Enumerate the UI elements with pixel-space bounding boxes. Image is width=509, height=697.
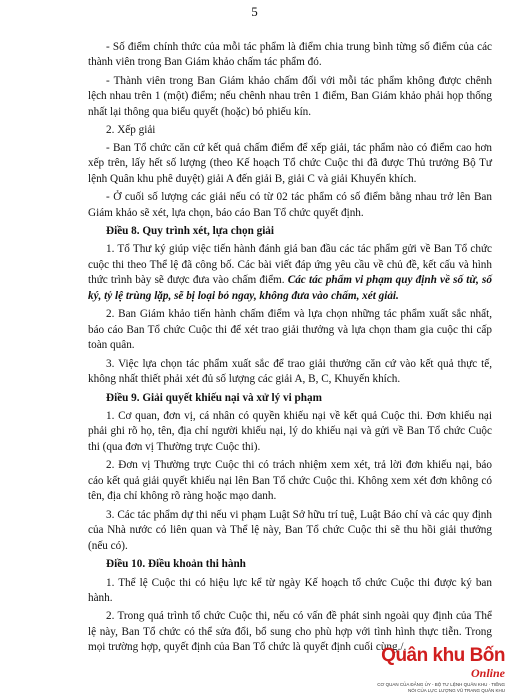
section-subheading: 2. Xếp giải xyxy=(106,124,156,137)
body-paragraph: 1. Thể lệ Cuộc thi có hiệu lực kể từ ngày Kế hoạch tổ chức Cuộc thi được ký ban hành. xyxy=(88,576,492,604)
article-heading: Điều 9. Giải quyết khiếu nại và xử lý vi phạm xyxy=(106,391,322,404)
logo-subtitle: CƠ QUAN CỦA ĐẢNG ỦY - BỘ TƯ LỆNH QUÂN KHU · TIẾNG NÓI CỦA LỰC LƯỢNG VŨ TRANG QUÂN KHU xyxy=(377,682,505,693)
body-paragraph: 1. Cơ quan, đơn vị, cá nhân có quyền khiếu nại về kết quả Cuộc thi. Đơn khiếu nại phải ghi rõ họ, tên, địa chỉ người khiếu nại, lý do khiếu nại và gửi về Ban Tổ chức Cuộc thi (qua đơn vị Thường trực Cuộc thi). xyxy=(88,409,492,453)
document-body xyxy=(88,40,492,659)
body-paragraph: - Thành viên trong Ban Giám khảo chấm đối với mỗi tác phẩm không được chênh lệch nhau trên 1 (một) điểm; nếu chênh nhau trên 1 điểm, Ban Giám khảo phải họp thống nhất lại thông qua biểu quyết (hoặc) bỏ phiếu kín. xyxy=(88,74,492,118)
article-heading: Điều 10. Điều khoản thi hành xyxy=(106,558,246,571)
paragraph-emphasis: Các tác phẩm vi phạm quy định về số từ, số ký, tỷ lệ trùng lặp, sẽ bị loại bỏ ngay, không đưa vào chấm, xét giải. xyxy=(88,274,492,302)
logo-online-suffix: Online xyxy=(470,666,505,681)
body-paragraph xyxy=(88,242,492,304)
body-paragraph: 3. Các tác phẩm dự thi nếu vi phạm Luật Sở hữu trí tuệ, Luật Báo chí và các quy định của Nhà nước có liên quan và Thể lệ này, Ban Tổ chức Cuộc thi sẽ thu hồi giải thưởng (nếu có). xyxy=(88,508,492,552)
body-paragraph: 2. Ban Giám khảo tiến hành chấm điểm và lựa chọn những tác phẩm xuất sắc nhất, báo cáo Ban Tổ chức Cuộc thi để xét trao giải thưởng và lựa chọn tham gia cuộc thi cấp toàn quân. xyxy=(88,308,492,352)
body-paragraph: 3. Việc lựa chọn tác phẩm xuất sắc để trao giải thưởng căn cứ vào kết quả thực tế, không nhất thiết phải xét đủ số lượng các giải A, B, C, Khuyến khích. xyxy=(88,357,492,386)
paragraph-text: 1. Tổ Thư ký giúp việc tiến hành đánh giá ban đầu các tác phẩm gửi về Ban Tổ chức cuộc thi theo Thể lệ đã công bố. Các bài viết đáp ứng yêu cầu về chủ đề, kết cấu và hình thức trình bày sẽ được đưa vào chấm điểm. xyxy=(88,243,492,287)
page-number: 5 xyxy=(251,4,258,19)
body-paragraph: - Ở cuối số lượng các giải nếu có từ 02 tác phẩm có số điểm bằng nhau trở lên Ban Giám khảo sẽ xét, lựa chọn, báo cáo Ban Tổ chức quyết định. xyxy=(88,191,492,219)
body-paragraph: - Số điểm chính thức của mỗi tác phẩm là điểm chia trung bình từng số điểm của các thành viên trong Ban Giám khảo chấm tác phẩm đó. xyxy=(88,41,492,69)
body-paragraph: 2. Trong quá trình tổ chức Cuộc thi, nếu có vấn đề phát sinh ngoài quy định của Thể lệ này, Ban Tổ chức có thể sửa đổi, bổ sung cho phù hợp với tình hình thực tiễn. Trong mọi trường hợp, quyết định của Ban Tổ chức là quyết định cuối cùng./. xyxy=(88,610,492,654)
body-paragraph: - Ban Tổ chức căn cứ kết quả chấm điểm để xếp giải, tác phẩm nào có điểm cao hơn xếp trên, lấy hết số lượng (theo Kế hoạch Tổ chức Cuộc thi đã được Thủ trưởng Bộ Tư lệnh Quân khu phê duyệt) giải A đến giải B, giải C và giải Khuyến khích. xyxy=(88,141,492,185)
newspaper-logo xyxy=(373,646,505,693)
article-heading: Điều 8. Quy trình xét, lựa chọn giải xyxy=(106,224,275,237)
body-paragraph: 2. Đơn vị Thường trực Cuộc thi có trách nhiệm xem xét, trả lời đơn khiếu nại, báo cáo kết quả giải quyết khiếu nại lên Ban Tổ chức Cuộc thi. Không xem xét đơn không có tên, địa chỉ không rõ ràng hoặc mạo danh. xyxy=(88,459,492,503)
logo-title: Quân khu Bốn xyxy=(381,645,505,667)
